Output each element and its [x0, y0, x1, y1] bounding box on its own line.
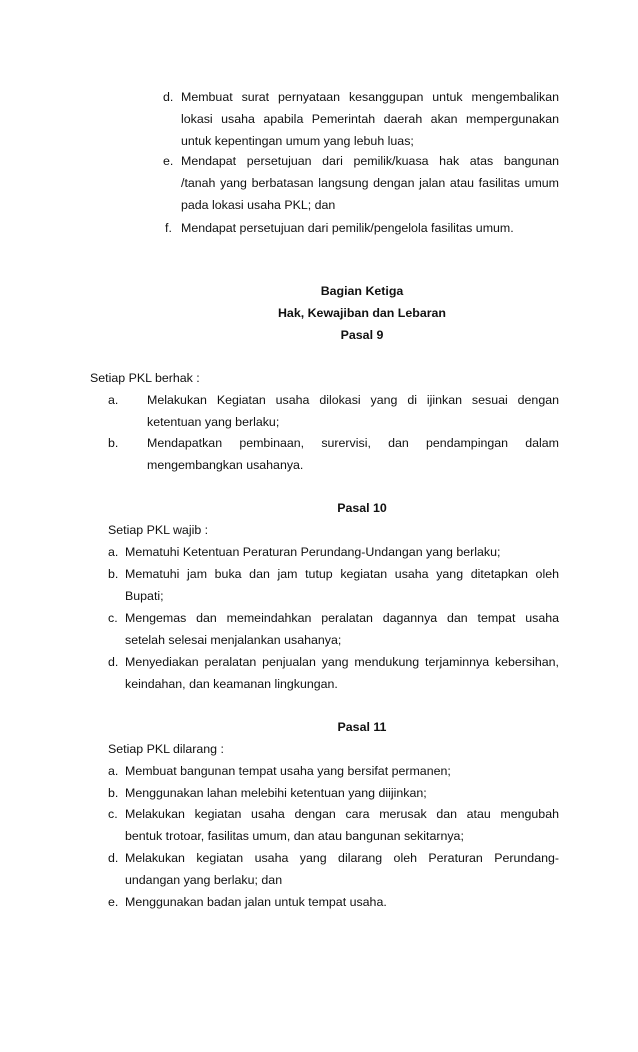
- section-subtitle: Hak, Kewajiban dan Lebaran: [277, 306, 446, 320]
- list-label: a.: [108, 764, 119, 778]
- list-label: c.: [108, 611, 118, 625]
- list-label: c.: [108, 807, 118, 821]
- list-item-line: keindahan, dan keamanan lingkungan.: [125, 677, 338, 691]
- list-label: e.: [163, 154, 174, 168]
- pasal-title: Pasal 9: [340, 328, 384, 342]
- pasal-intro: Setiap PKL dilarang :: [108, 742, 224, 756]
- list-item-line: /tanah yang berbatasan langsung dengan jalan atau fasilitas umum: [181, 176, 559, 190]
- pasal-intro: Setiap PKL berhak :: [90, 371, 200, 385]
- list-item-line: Menyediakan peralatan penjualan yang mendukung terjaminnya kebersihan,: [125, 655, 559, 669]
- list-item-line: pada lokasi usaha PKL; dan: [181, 198, 336, 212]
- list-item-line: Bupati;: [125, 589, 164, 603]
- list-item-line: Menggunakan lahan melebihi ketentuan yang diijinkan;: [125, 786, 427, 800]
- list-item-line: Mematuhi Ketentuan Peraturan Perundang-Undangan yang berlaku;: [125, 545, 501, 559]
- list-label: a.: [108, 393, 119, 407]
- list-item-line: mengembangkan usahanya.: [147, 458, 304, 472]
- list-item-line: Melakukan Kegiatan usaha dilokasi yang di ijinkan sesuai dengan: [147, 393, 559, 407]
- list-label: d.: [108, 655, 119, 669]
- list-label: f.: [165, 221, 172, 235]
- list-item-line: setelah selesai menjalankan usahanya;: [125, 633, 342, 647]
- list-item-line: Melakukan kegiatan usaha dengan cara merusak dan atau mengubah: [125, 807, 559, 821]
- list-label: a.: [108, 545, 119, 559]
- list-label: b.: [108, 786, 119, 800]
- list-item-line: Menggunakan badan jalan untuk tempat usaha.: [125, 895, 387, 909]
- list-label: e.: [108, 895, 119, 909]
- list-item-line: ketentuan yang berlaku;: [147, 415, 280, 429]
- list-item-line: lokasi usaha apabila Pemerintah daerah akan mempergunakan: [181, 112, 559, 126]
- list-label: b.: [108, 436, 119, 450]
- list-item-line: Mengemas dan memeindahkan peralatan dagannya dan tempat usaha: [125, 611, 559, 625]
- list-item-line: Membuat surat pernyataan kesanggupan untuk mengembalikan: [181, 90, 559, 104]
- list-item-line: bentuk trotoar, fasilitas umum, dan atau bangunan sekitarnya;: [125, 829, 464, 843]
- list-item-line: Mendapat persetujuan dari pemilik/kuasa hak atas bangunan: [181, 154, 559, 168]
- pasal-title: Pasal 11: [337, 720, 387, 734]
- list-label: b.: [108, 567, 119, 581]
- list-label: d.: [108, 851, 119, 865]
- list-label: d.: [163, 90, 174, 104]
- list-item-line: Membuat bangunan tempat usaha yang bersifat permanen;: [125, 764, 451, 778]
- list-item-line: Mematuhi jam buka dan jam tutup kegiatan usaha yang ditetapkan oleh: [125, 567, 559, 581]
- section-title: Bagian Ketiga: [320, 284, 404, 298]
- pasal-title: Pasal 10: [337, 501, 387, 515]
- list-item-line: untuk kepentingan umum yang lebuh luas;: [181, 134, 414, 148]
- list-item-line: Mendapatkan pembinaan, surervisi, dan pendampingan dalam: [147, 436, 559, 450]
- pasal-intro: Setiap PKL wajib :: [108, 523, 209, 537]
- list-item-line: Melakukan kegiatan usaha yang dilarang oleh Peraturan Perundang-: [125, 851, 559, 865]
- list-item-line: undangan yang berlaku; dan: [125, 873, 283, 887]
- list-item-line: Mendapat persetujuan dari pemilik/pengelola fasilitas umum.: [181, 221, 514, 235]
